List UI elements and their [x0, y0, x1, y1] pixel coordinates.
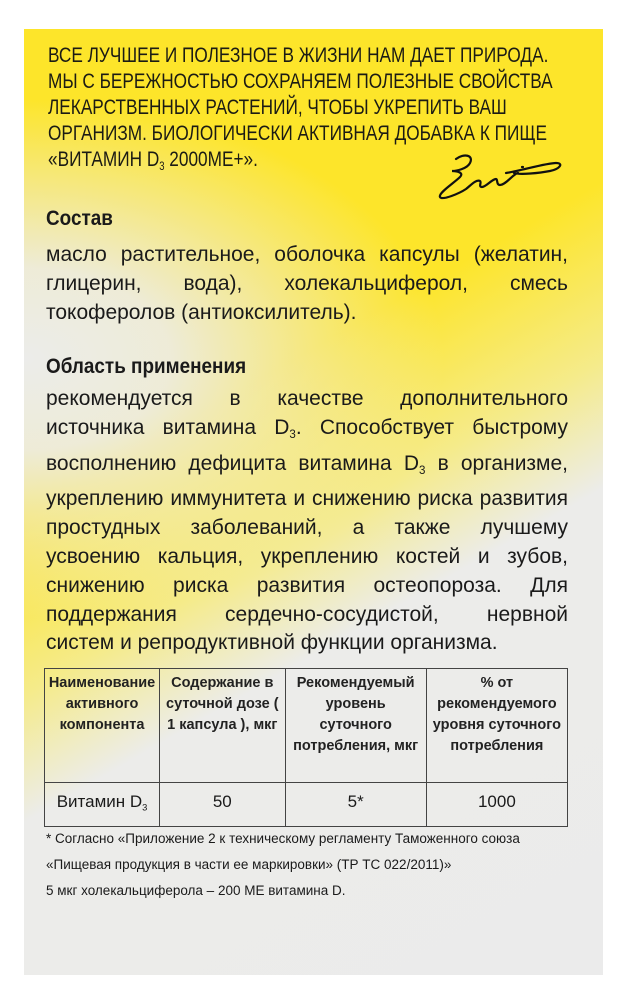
composition-text	[46, 241, 568, 327]
cell-content: 50	[160, 783, 286, 827]
subscript: 3	[159, 161, 165, 174]
text-line: снижению риска развития остеопороза. Для	[46, 573, 568, 597]
column-header: Наименование активного компонента	[45, 669, 160, 783]
text: Витамин D	[56, 792, 143, 811]
footnote-line: 5 мкг холекальциферола – 200 МЕ витамина D.	[46, 883, 346, 898]
column-header: Содержание в суточной дозе ( 1 капсула ), мкг	[160, 669, 286, 783]
cell-recommended: 5*	[285, 783, 426, 827]
table-row	[45, 783, 568, 827]
column-header: % от рекомендуемого уровня суточного потребления	[426, 669, 567, 783]
text-line: глицерин, вода), холекальциферол, смесь	[46, 271, 568, 295]
text: источника витамина D	[46, 415, 290, 439]
intro-line: ЛЕКАРСТВЕННЫХ РАСТЕНИЙ, ЧТОБЫ УКРЕПИТЬ ВАШ	[48, 96, 507, 119]
text-line: простудных заболеваний, а также лучшему	[46, 516, 568, 540]
column-header: Рекомендуемый уровень суточного потребления, мкг	[285, 669, 426, 783]
text: . Способствует быстрому	[295, 415, 568, 439]
composition-heading: Состав	[46, 207, 113, 230]
intro-line: МЫ С БЕРЕЖНОСТЬЮ СОХРАНЯЕМ ПОЛЕЗНЫЕ СВОЙСТВА	[48, 70, 553, 93]
footnote	[46, 826, 520, 904]
text-line: поддержания сердечно-сосудистой, нервной	[46, 602, 568, 626]
subscript: 3	[142, 802, 148, 813]
subscript: 3	[289, 428, 296, 441]
signature-logo	[428, 149, 578, 204]
footnote-line: * Согласно «Приложение 2 к техническому регламенту Таможенного союза	[46, 831, 520, 846]
text: в организме,	[425, 451, 568, 475]
text-line: систем и репродуктивной функции организма.	[46, 631, 498, 655]
text-line: укреплению иммунитета и снижению риска развития	[46, 487, 568, 511]
package-panel	[24, 29, 603, 975]
text-line: рекомендуется в качестве дополнительного	[46, 387, 568, 410]
text-line	[46, 450, 568, 486]
text: 2000МЕ+».	[164, 148, 258, 171]
text: восполнению дефицита витамина D	[46, 451, 420, 475]
cell-percent: 1000	[426, 783, 567, 827]
text-line: токоферолов (антиоксилитель).	[46, 300, 357, 324]
text-line	[46, 414, 568, 450]
usage-text	[46, 385, 568, 658]
usage-heading: Область применения	[46, 355, 247, 378]
table-header-row	[45, 669, 568, 783]
text: «ВИТАМИН D	[48, 148, 160, 171]
subscript: 3	[419, 464, 426, 477]
text-line: масло растительное, оболочка капсулы (желатин,	[46, 243, 568, 266]
text-line: усвоению кальция, укреплению костей и зубов,	[46, 545, 568, 569]
footnote-line: «Пищевая продукция в части ее маркировки» (ТР ТС 022/2011)»	[46, 857, 452, 872]
intro-line: ВСЕ ЛУЧШЕЕ И ПОЛЕЗНОЕ В ЖИЗНИ НАМ ДАЕТ ПРИРОДА.	[48, 44, 549, 67]
cell-name	[45, 783, 160, 827]
nutrient-table	[44, 668, 568, 827]
intro-line: ОРГАНИЗМ. БИОЛОГИЧЕСКИ АКТИВНАЯ ДОБАВКА К ПИЩЕ	[48, 122, 548, 145]
